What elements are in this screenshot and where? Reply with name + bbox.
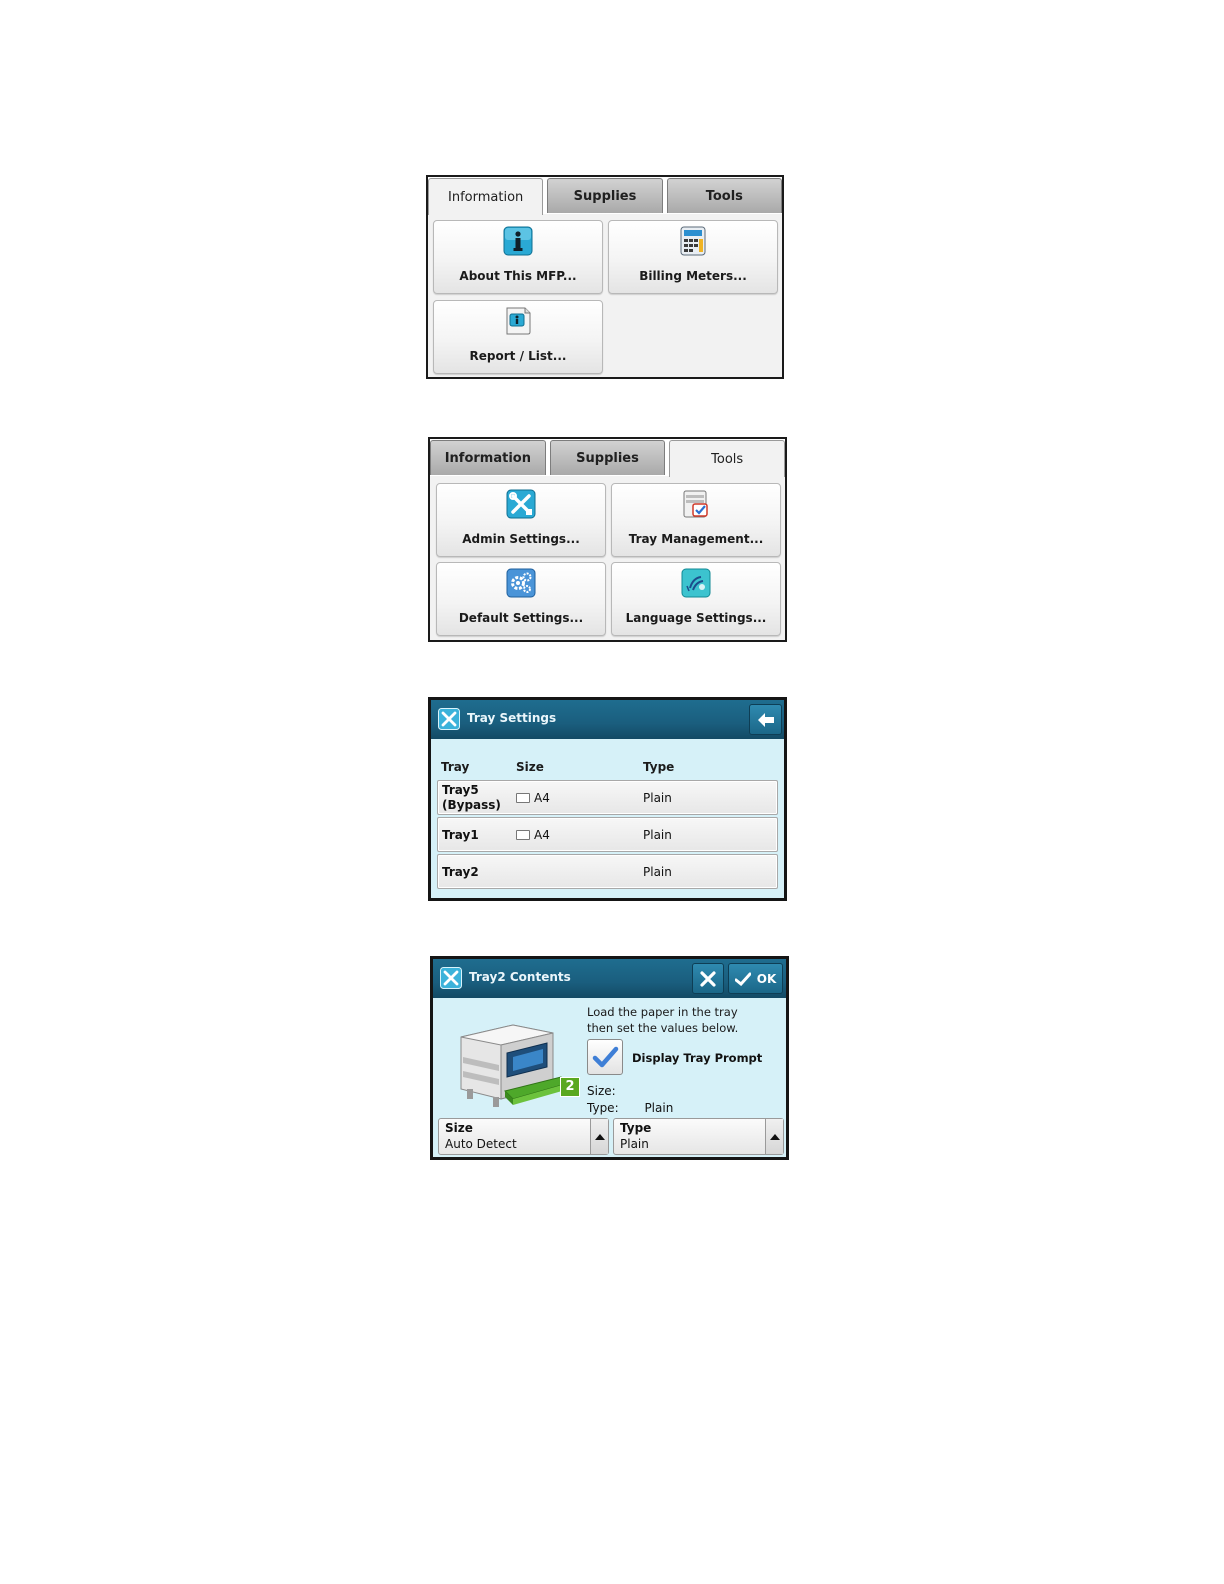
dialog-title: Tray2 Contents xyxy=(469,970,571,984)
calculator-icon xyxy=(678,226,708,256)
about-this-mfp-button[interactable] xyxy=(433,220,603,294)
tools-icon xyxy=(506,489,536,519)
column-header-type: Type xyxy=(643,760,675,774)
tab-tools[interactable]: Tools xyxy=(669,440,785,477)
tools-panel xyxy=(428,437,787,642)
tab-tools[interactable]: Tools xyxy=(667,178,782,213)
size-select[interactable] xyxy=(438,1118,609,1155)
title-bar xyxy=(433,959,786,998)
title-bar xyxy=(431,700,784,739)
tray-size: A4 xyxy=(516,791,550,805)
tray-management-icon xyxy=(681,489,711,519)
table-row[interactable] xyxy=(437,780,778,815)
cancel-button[interactable] xyxy=(692,963,724,994)
tools-icon xyxy=(440,967,462,989)
report-list-button[interactable] xyxy=(433,300,603,374)
admin-settings-button[interactable] xyxy=(436,483,606,557)
size-select-value: Auto Detect xyxy=(445,1137,517,1151)
gears-icon xyxy=(506,568,536,598)
tab-information[interactable]: Information xyxy=(428,178,543,215)
tile-label: Language Settings... xyxy=(625,611,767,625)
column-header-tray: Tray xyxy=(441,760,470,774)
tools-icon xyxy=(438,708,460,730)
display-tray-prompt-checkbox[interactable] xyxy=(587,1039,623,1075)
tile-label: Tray Management... xyxy=(628,532,764,546)
language-settings-button[interactable] xyxy=(611,562,781,636)
tray2-contents-dialog xyxy=(430,956,789,1160)
type-readout: Type: Plain xyxy=(587,1101,674,1115)
checkmark-icon xyxy=(735,972,751,986)
tray-name: Tray1 xyxy=(442,828,479,842)
tab-information[interactable]: Information xyxy=(430,440,546,475)
tray-management-button[interactable] xyxy=(611,483,781,557)
back-button[interactable] xyxy=(749,704,782,735)
tray-number-badge: 2 xyxy=(560,1077,580,1097)
tray-size: A4 xyxy=(516,828,550,842)
arrow-up-icon xyxy=(770,1133,780,1140)
type-select[interactable] xyxy=(613,1118,784,1155)
tile-label: Admin Settings... xyxy=(462,532,580,546)
tile-label: About This MFP... xyxy=(459,269,577,283)
instruction-message: Load the paper in the tray then set the values below. xyxy=(587,1005,739,1035)
default-settings-button[interactable] xyxy=(436,562,606,636)
tile-label: Report / List... xyxy=(469,349,567,363)
table-row[interactable] xyxy=(437,854,778,889)
tab-supplies[interactable]: Supplies xyxy=(550,440,666,475)
printer-illustration xyxy=(453,1007,583,1115)
tray-settings-dialog xyxy=(428,697,787,901)
close-icon xyxy=(700,971,716,987)
dialog-title: Tray Settings xyxy=(467,711,557,725)
tray-name: Tray5 (Bypass) xyxy=(442,783,501,812)
tab-supplies[interactable]: Supplies xyxy=(547,178,662,213)
size-select-label: Size xyxy=(445,1121,473,1135)
tray-type: Plain xyxy=(643,865,672,879)
table-row[interactable] xyxy=(437,817,778,852)
checkmark-icon xyxy=(588,1040,622,1074)
paper-orientation-icon xyxy=(516,830,530,840)
type-select-arrow[interactable] xyxy=(765,1119,783,1154)
report-icon xyxy=(503,306,533,336)
information-panel xyxy=(426,175,784,379)
back-arrow-icon xyxy=(757,712,775,728)
size-select-arrow[interactable] xyxy=(590,1119,608,1154)
tray-type: Plain xyxy=(643,791,672,805)
tab-bar xyxy=(428,177,782,214)
tray-name: Tray2 xyxy=(442,865,479,879)
size-readout: Size: xyxy=(587,1084,616,1098)
tray-type: Plain xyxy=(643,828,672,842)
type-select-label: Type xyxy=(620,1121,652,1135)
billing-meters-button[interactable] xyxy=(608,220,778,294)
tab-bar xyxy=(430,439,785,476)
ok-label: OK xyxy=(756,971,777,986)
tile-label: Default Settings... xyxy=(458,611,584,625)
language-icon xyxy=(681,568,711,598)
display-tray-prompt-label: Display Tray Prompt xyxy=(632,1051,763,1065)
info-icon xyxy=(503,226,533,256)
tile-label: Billing Meters... xyxy=(639,269,747,283)
column-header-size: Size xyxy=(516,760,544,774)
type-select-value: Plain xyxy=(620,1137,649,1151)
paper-orientation-icon xyxy=(516,793,530,803)
ok-button[interactable] xyxy=(728,963,783,994)
arrow-up-icon xyxy=(595,1133,605,1140)
